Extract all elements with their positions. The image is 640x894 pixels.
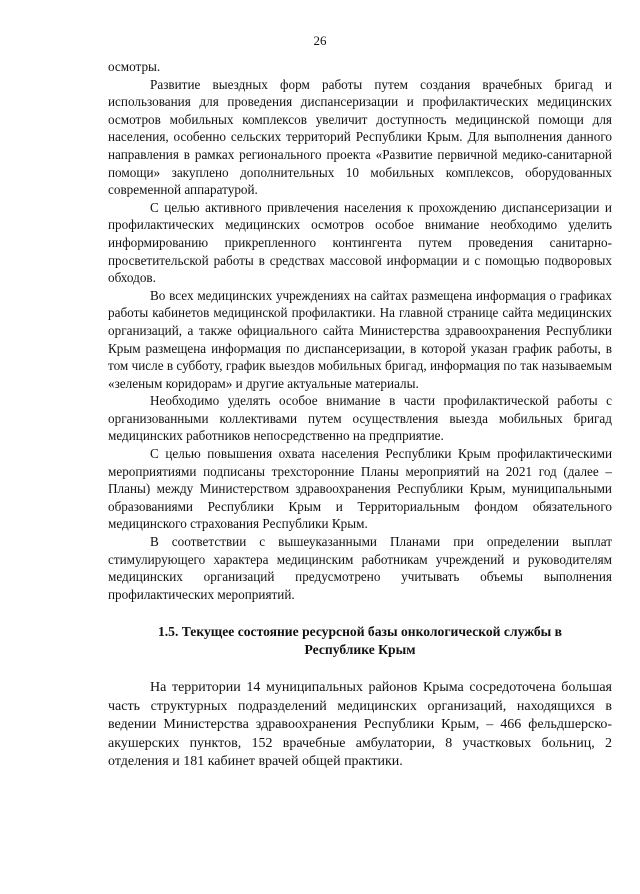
page-number: 26 xyxy=(313,33,327,48)
paragraph: На территории 14 муниципальных районов Крыма сосредоточена большая часть структурных подразделений медицинских организаций, находящихся в ведении Министерства здравоохранения Республики Крым, – 466 фельдшерско-акушерских пунктов, 152 врачебные амбулатории, 8 участковых больниц, 2 отделения и 181 кабинет врачей общей практики. xyxy=(108,680,612,770)
paragraph: С целью активного привлечения населения к прохождению диспансеризации и профилактических медицинских осмотров особое внимание необходимо уделить информированию прикрепленного контингента путем проведения санитарно-просветительской работы в средствах массовой информации и с помощью подворовых обходов. xyxy=(108,199,612,286)
paragraph: С целью повышения охвата населения Республики Крым профилактическими мероприятиями подписаны трехсторонние Планы мероприятий на 2021 год (далее – Планы) между Министерством здравоохранения Республики Крым, муниципальными образованиями Республики Крым и Территориальным фондом обязательного медицинского страхования Республики Крым. xyxy=(108,446,612,532)
section-heading: 1.5. Текущее состояние ресурсной базы онкологической службы в Республике Крым xyxy=(157,624,563,658)
paragraph: Необходимо уделять особое внимание в части профилактической работы с организованными коллективами путем осуществления выезда мобильных бригад медицинских работников непосредственно на предприятие. xyxy=(108,393,612,444)
paragraph: В соответствии с вышеуказанными Планами при определении выплат стимулирующего характера медицинским работникам учреждений и руководителям медицинских организаций предусмотрено учитывать объемы выполнения профилактических мероприятий. xyxy=(108,534,612,602)
paragraph: Развитие выездных форм работы путем создания врачебных бригад и использования для проведения диспансеризации и профилактических медицинских осмотров мобильных комплексов увеличит доступность медицинской помощи для населения, особенно сельских территорий Республики Крым. Для выполнения данного направления в рамках регионального проекта «Развитие первичной медико-санитарной помощи» закуплено дополнительных 10 мобильных комплексов, оборудованных современной аппаратурой. xyxy=(108,76,612,198)
paragraph: Во всех медицинских учреждениях на сайтах размещена информация о графиках работы кабинетов медицинской профилактики. На главной странице сайта медицинских организаций, а также официального сайта Министерства здравоохранения Республики Крым размещена информация по диспансеризации, в которой указан график работы, в том числе в субботу, график выездов мобильных бригад, информация по так называемым «зеленым коридорам» и другие актуальные материалы. xyxy=(108,287,612,391)
paragraph: осмотры. xyxy=(108,59,161,74)
page-content xyxy=(108,58,612,772)
